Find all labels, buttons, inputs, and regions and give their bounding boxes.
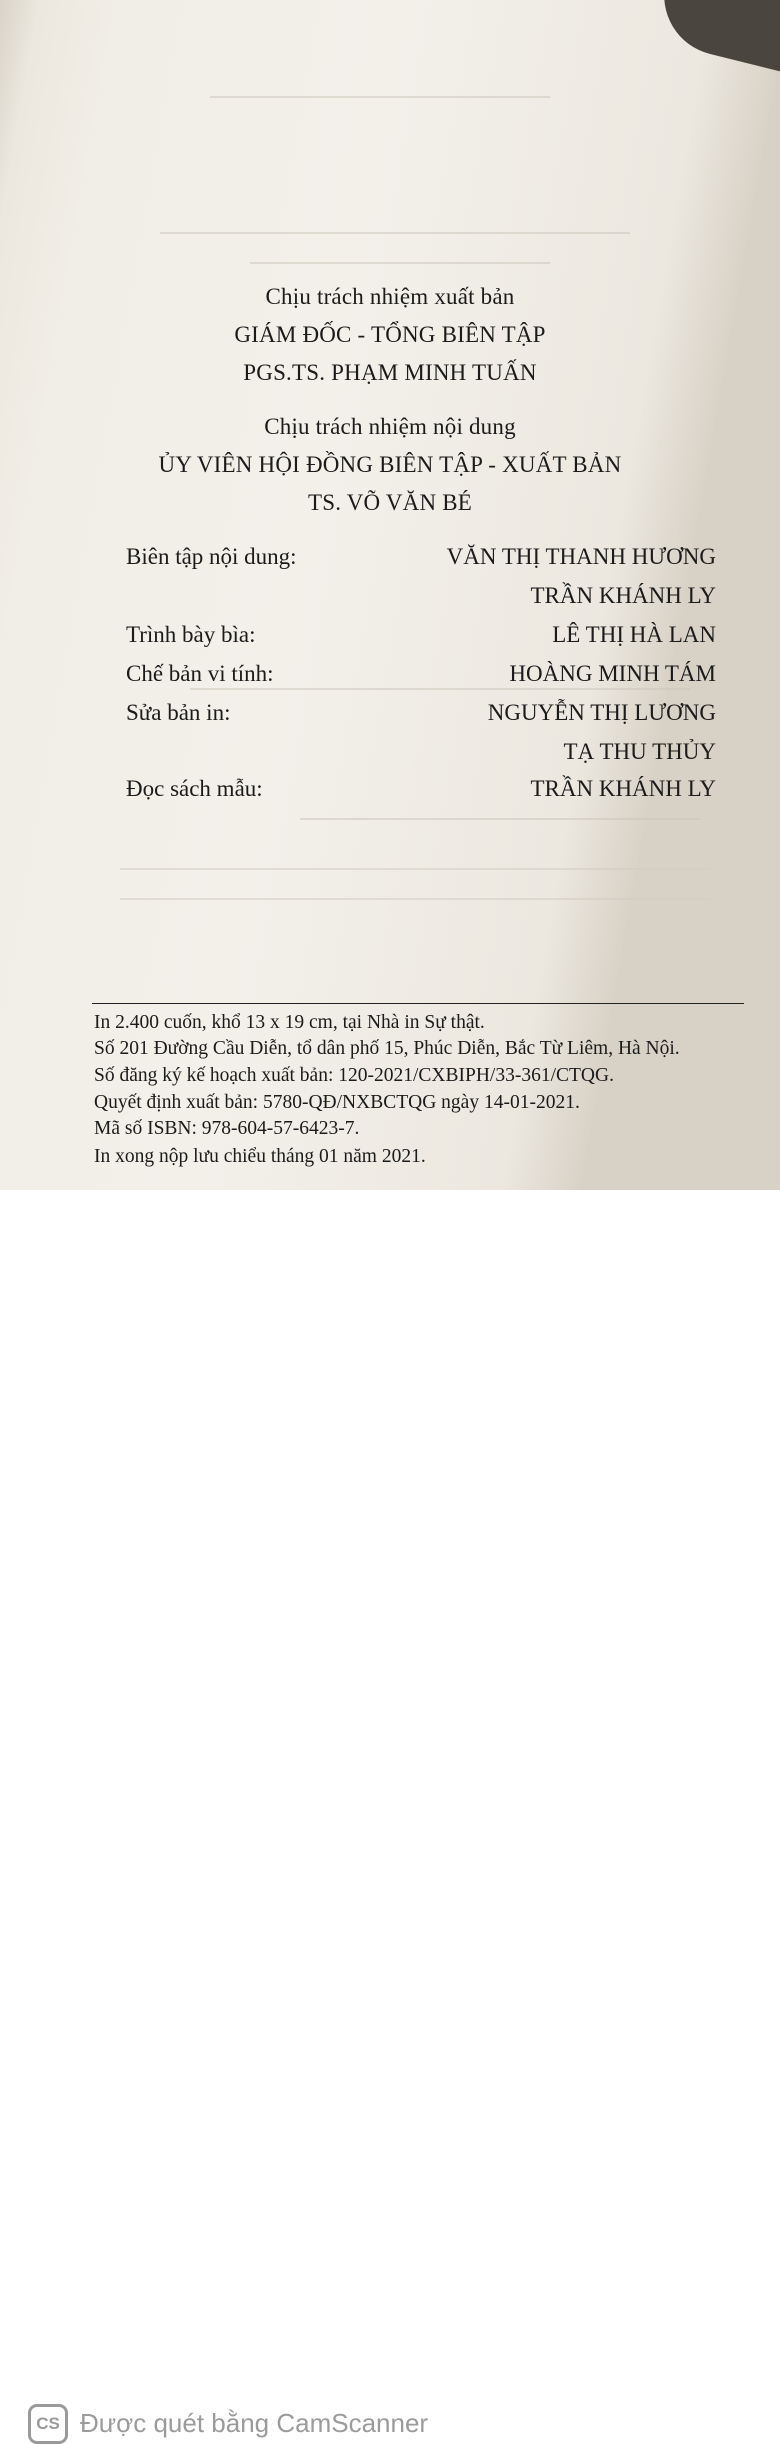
credit-label-cover-design: Trình bày bìa:	[126, 622, 256, 647]
content-role: ỦY VIÊN HỘI ĐỒNG BIÊN TẬP - XUẤT BẢN	[158, 452, 622, 477]
divider-rule	[92, 1003, 744, 1004]
print-info-line-5: Mã số ISBN: 978-604-57-6423-7.	[94, 1118, 360, 1139]
credit-value-cover-design: LÊ THỊ HÀ LAN	[552, 622, 716, 647]
print-info-line-3: Số đăng ký kế hoạch xuất bản: 120-2021/CXBIPH/33-361/CTQG.	[94, 1065, 614, 1086]
credit-label-sample-reading: Đọc sách mẫu:	[126, 776, 263, 801]
page-corner-shadow	[651, 0, 780, 78]
credit-label-content-editor: Biên tập nội dung:	[126, 544, 297, 569]
camscanner-watermark-text: Được quét bằng CamScanner	[80, 2408, 429, 2438]
publishing-role: GIÁM ĐỐC - TỔNG BIÊN TẬP	[234, 322, 546, 347]
credit-value-proofreading-2: TẠ THU THỦY	[563, 739, 716, 764]
credit-value-sample-reading: TRẦN KHÁNH LY	[530, 776, 716, 801]
bleed-through-6	[120, 868, 710, 882]
bleed-through-3	[250, 262, 550, 276]
credit-value-typesetting: HOÀNG MINH TÁM	[509, 661, 716, 686]
print-info-line-6: In xong nộp lưu chiểu tháng 01 năm 2021.	[94, 1146, 426, 1167]
camscanner-logo-icon: CS	[28, 2404, 68, 2444]
content-heading: Chịu trách nhiệm nội dung	[264, 414, 516, 439]
bleed-through-1	[210, 96, 550, 110]
credit-label-proofreading: Sửa bản in:	[126, 700, 231, 725]
credit-value-content-editor-1: VĂN THỊ THANH HƯƠNG	[446, 544, 716, 569]
credit-value-proofreading-1: NGUYỄN THỊ LƯƠNG	[487, 700, 716, 725]
content-name: TS. VÕ VĂN BÉ	[307, 490, 473, 515]
bleed-through-7	[120, 898, 710, 912]
credit-label-typesetting: Chế bản vi tính:	[126, 661, 274, 686]
bleed-through-5	[300, 818, 700, 832]
publishing-name: PGS.TS. PHẠM MINH TUẤN	[243, 360, 537, 385]
print-info-line-2: Số 201 Đường Cầu Diễn, tổ dân phố 15, Phúc Diễn, Bắc Từ Liêm, Hà Nội.	[94, 1038, 680, 1059]
bleed-through-2	[160, 232, 630, 246]
credit-value-content-editor-2: TRẦN KHÁNH LY	[530, 583, 716, 608]
print-info-line-4: Quyết định xuất bản: 5780-QĐ/NXBCTQG ngày 14-01-2021.	[94, 1092, 580, 1113]
publishing-heading: Chịu trách nhiệm xuất bản	[265, 284, 515, 309]
print-info-line-1: In 2.400 cuốn, khổ 13 x 19 cm, tại Nhà in Sự thật.	[94, 1012, 485, 1033]
book-page	[0, 0, 780, 1190]
scanner-footer	[0, 1190, 780, 2438]
